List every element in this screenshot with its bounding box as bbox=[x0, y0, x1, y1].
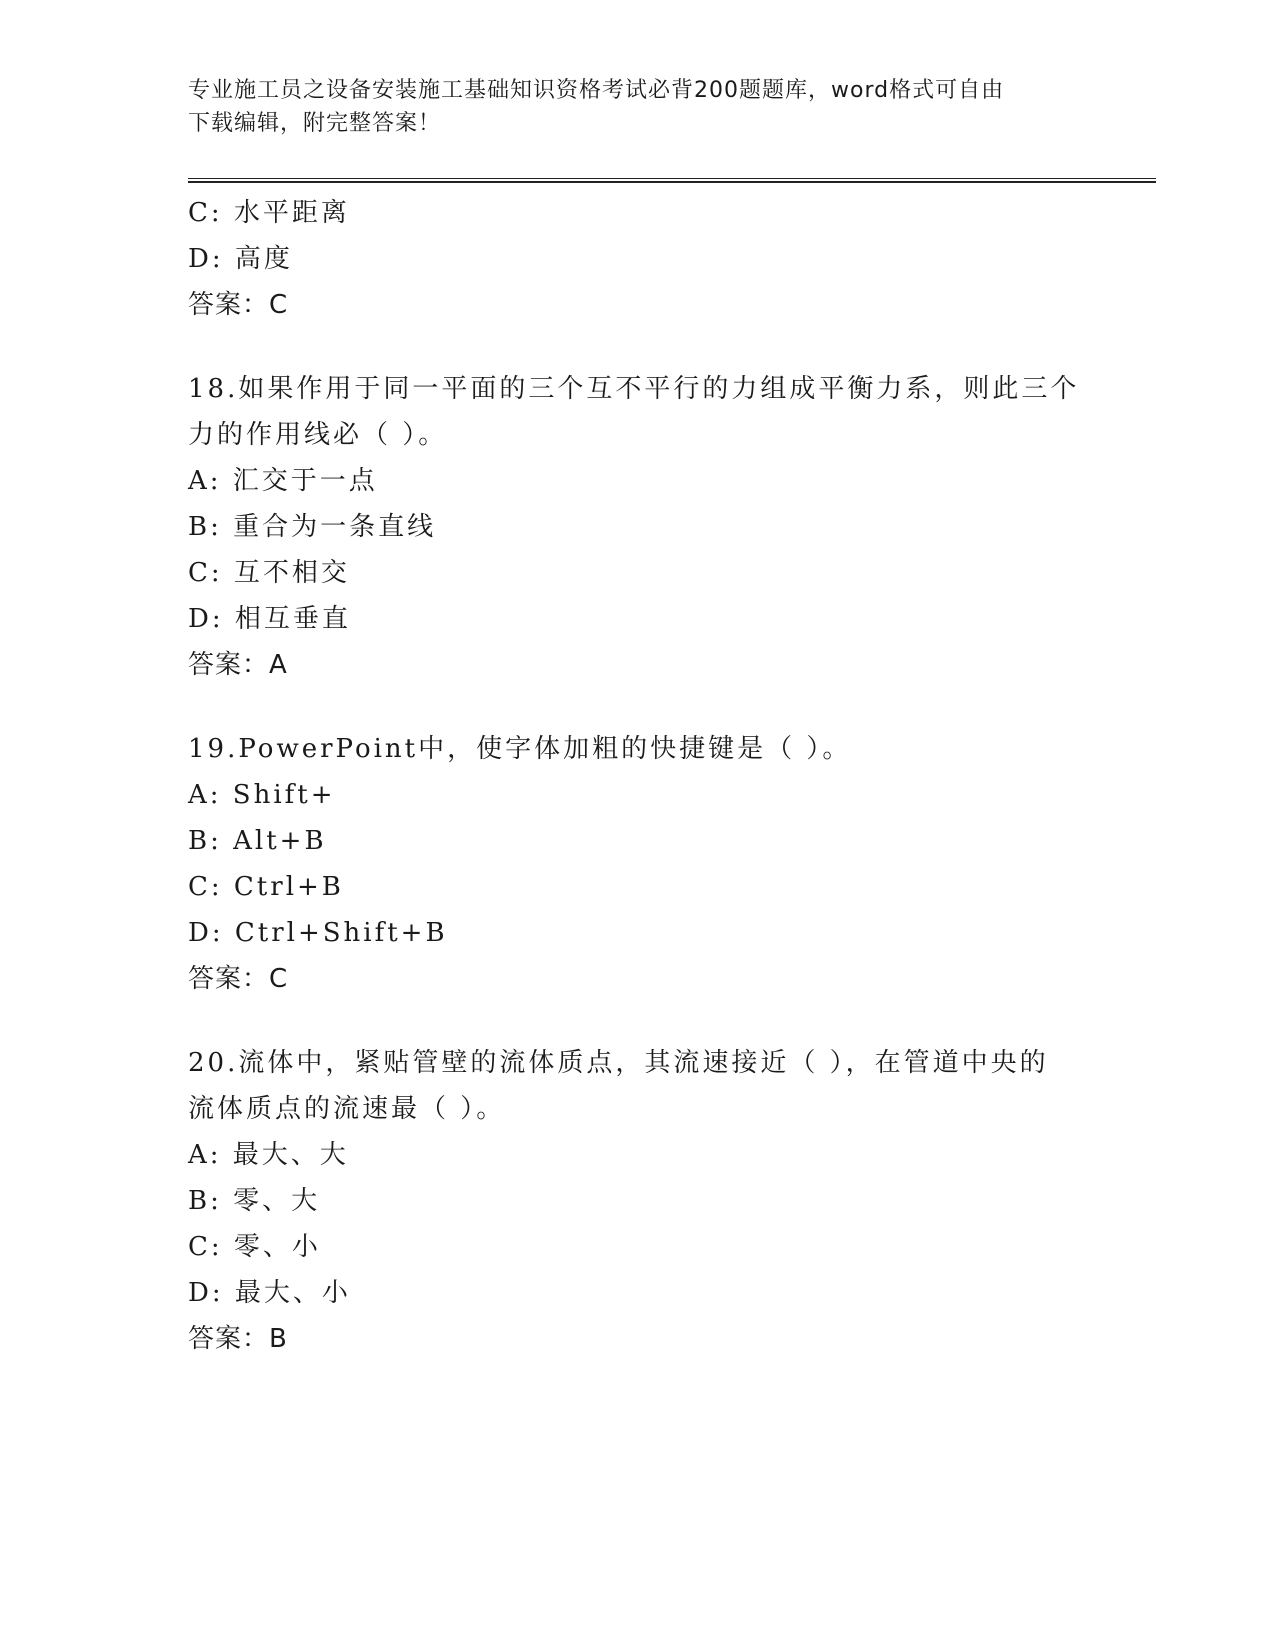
document-body bbox=[188, 190, 1088, 1362]
page-header bbox=[188, 74, 1088, 140]
question-20 bbox=[188, 1040, 1088, 1362]
spacer bbox=[188, 328, 1088, 366]
question-text-line-2: 力的作用线必（ ）。 bbox=[188, 420, 448, 450]
question-text-line-2: 流体质点的流速最（ ）。 bbox=[188, 1094, 506, 1124]
header-title-line-2: 下载编辑，附完整答案！ bbox=[188, 111, 442, 136]
answer-line: 答案：B bbox=[188, 1324, 288, 1354]
option-c: C: 互不相交 bbox=[188, 558, 350, 588]
question-text-line-1: 19.PowerPoint中，使字体加粗的快捷键是（ ）。 bbox=[188, 734, 852, 764]
header-divider bbox=[188, 178, 1156, 183]
option-d: D: 最大、小 bbox=[188, 1278, 351, 1308]
option-a: A: 最大、大 bbox=[188, 1140, 349, 1170]
option-d: D: 相互垂直 bbox=[188, 604, 351, 634]
option-b: B: 重合为一条直线 bbox=[188, 512, 437, 542]
answer-line: 答案：C bbox=[188, 964, 289, 994]
option-d: D: 高度 bbox=[188, 244, 293, 274]
option-a: A: Shift+ bbox=[188, 780, 336, 810]
question-text-line-1: 20.流体中，紧贴管壁的流体质点，其流速接近（ ），在管道中央的 bbox=[188, 1048, 1049, 1078]
spacer bbox=[188, 688, 1088, 726]
option-b: B: Alt+B bbox=[188, 826, 327, 856]
header-title-line-1: 专业施工员之设备安装施工基础知识资格考试必背200题题库，word格式可自由 bbox=[188, 78, 1005, 103]
option-c: C: 零、小 bbox=[188, 1232, 321, 1262]
answer-line: 答案：C bbox=[188, 290, 289, 320]
question-partial bbox=[188, 190, 1088, 328]
question-text-line-1: 18.如果作用于同一平面的三个互不平行的力组成平衡力系，则此三个 bbox=[188, 374, 1080, 404]
question-19 bbox=[188, 726, 1088, 1002]
option-c: C: Ctrl+B bbox=[188, 872, 344, 902]
question-18 bbox=[188, 366, 1088, 688]
spacer bbox=[188, 1002, 1088, 1040]
answer-line: 答案：A bbox=[188, 650, 288, 680]
option-b: B: 零、大 bbox=[188, 1186, 321, 1216]
option-a: A: 汇交于一点 bbox=[188, 466, 378, 496]
option-c: C: 水平距离 bbox=[188, 198, 350, 228]
option-d: D: Ctrl+Shift+B bbox=[188, 918, 448, 948]
